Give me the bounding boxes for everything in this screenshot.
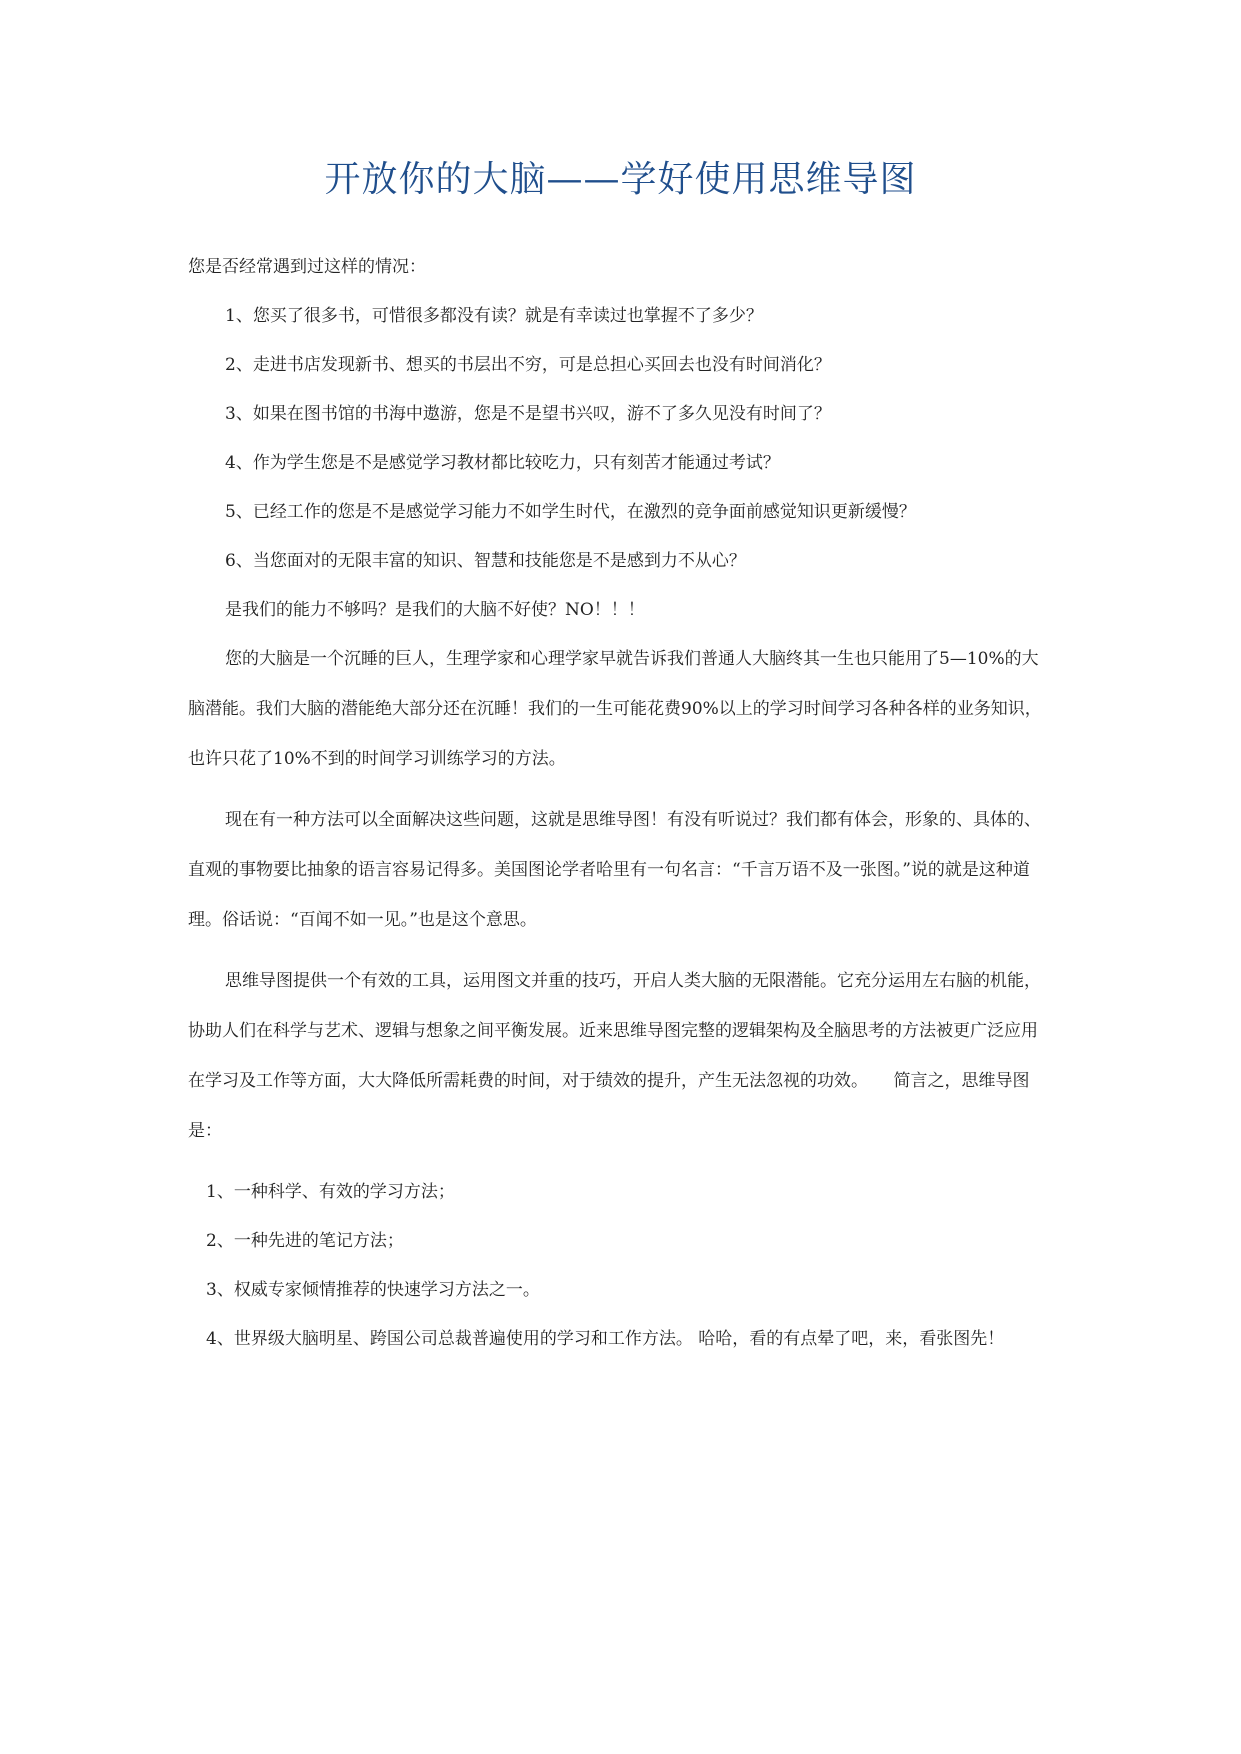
document-body [188,254,1054,1387]
question-item: 4、作为学生您是不是感觉学习教材都比较吃力，只有刻苦才能通过考试？ [225,453,780,473]
intro-line: 您是否经常遇到过这样的情况： [188,257,426,277]
summary-item: 4、世界级大脑明星、跨国公司总裁普遍使用的学习和工作方法。 哈哈，看的有点晕了吧，来，看张图先！ [206,1329,1005,1349]
summary-item: 2、一种先进的笔记方法； [206,1231,404,1251]
rhetorical-line: 是我们的能力不够吗？是我们的大脑不好使？NO！！！ [225,600,645,620]
paragraph-method: 现在有一种方法可以全面解决这些问题，这就是思维导图！有没有听说过？我们都有体会，形象的、具体的、直观的事物要比抽象的语言容易记得多。美国图论学者哈里有一句名言：“千言万语不及一张图。”说的就是这种道理。俗话说：“百闻不如一见。”也是这个意思。 [188,810,1041,930]
question-item: 5、已经工作的您是不是感觉学习能力不如学生时代，在激烈的竞争面前感觉知识更新缓慢？ [225,502,916,522]
question-item: 2、走进书店发现新书、想买的书层出不穷，可是总担心买回去也没有时间消化？ [225,355,831,375]
summary-item: 1、一种科学、有效的学习方法； [206,1182,455,1202]
question-item: 3、如果在图书馆的书海中遨游，您是不是望书兴叹，游不了多久见没有时间了？ [225,404,831,424]
question-item: 1、您买了很多书，可惜很多都没有读？就是有幸读过也掌握不了多少？ [225,306,763,326]
question-item: 6、当您面对的无限丰富的知识、智慧和技能您是不是感到力不从心？ [225,551,746,571]
paragraph-brain: 您的大脑是一个沉睡的巨人，生理学家和心理学家早就告诉我们普通人大脑终其一生也只能用了5—10%的大脑潜能。我们大脑的潜能绝大部分还在沉睡！我们的一生可能花费90%以上的学习时间学习各种各样的业务知识，也许只花了10%不到的时间学习训练学习的方法。 [188,649,1042,769]
page-title: 开放你的大脑——学好使用思维导图 [324,159,917,200]
paragraph-tool: 思维导图提供一个有效的工具，运用图文并重的技巧，开启人类大脑的无限潜能。它充分运用左右脑的机能，协助人们在科学与艺术、逻辑与想象之间平衡发展。近来思维导图完整的逻辑架构及全脑思考的方法被更广泛应用在学习及工作等方面，大大降低所需耗费的时间，对于绩效的提升，产生无法忽视的功效。 简言之，思维导图是： [188,971,1041,1141]
summary-item: 3、权威专家倾情推荐的快速学习方法之一。 [206,1280,540,1300]
